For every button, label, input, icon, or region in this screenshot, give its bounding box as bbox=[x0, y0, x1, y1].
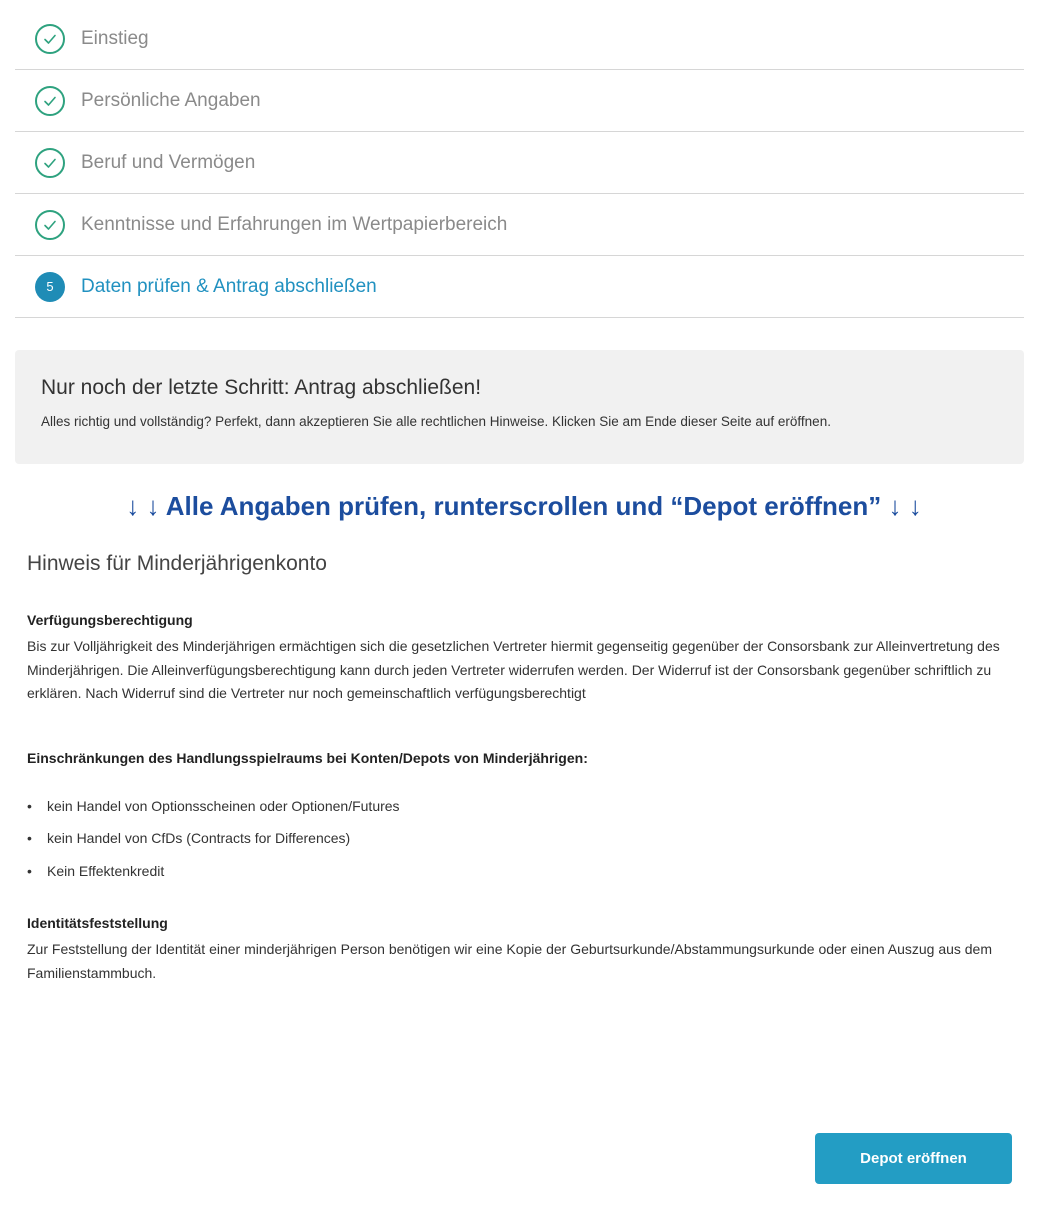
check-icon bbox=[35, 24, 65, 54]
step-label: Daten prüfen & Antrag abschließen bbox=[81, 275, 377, 297]
step-daten-pruefen[interactable] bbox=[15, 256, 1024, 318]
depot-eroeffnen-button[interactable]: Depot eröffnen bbox=[815, 1133, 1012, 1184]
step-label: Beruf und Vermögen bbox=[81, 151, 256, 173]
einschraenkungen-title: Einschränkungen des Handlungsspielraums bei Konten/Depots von Minderjährigen: bbox=[27, 749, 588, 766]
info-box bbox=[15, 350, 1024, 464]
step-beruf-vermoegen[interactable] bbox=[15, 132, 1024, 194]
step-label: Persönliche Angaben bbox=[81, 89, 261, 111]
list-item: • Kein Effektenkredit bbox=[27, 862, 165, 879]
step-persoenliche-angaben[interactable] bbox=[15, 70, 1024, 132]
bullet-icon: • bbox=[27, 830, 32, 846]
bullet-icon: • bbox=[27, 862, 32, 879]
step-kenntnisse[interactable] bbox=[15, 194, 1024, 256]
identitaet-block bbox=[27, 915, 1017, 985]
step-label: Einstieg bbox=[81, 27, 149, 49]
identitaet-text: Zur Feststellung der Identität einer minderjährigen Person benötigen wir eine Kopie der Geburtsurkunde/Abstammungsurkunde oder einen Auszug aus dem Familienstammbuch. bbox=[27, 941, 993, 981]
scroll-hint-banner: ↓ ↓ Alle Angaben prüfen, runterscrollen und “Depot eröffnen” ↓ ↓ bbox=[126, 491, 922, 521]
identitaet-title: Identitätsfeststellung bbox=[27, 915, 168, 931]
info-text: Alles richtig und vollständig? Perfekt, dann akzeptieren Sie alle rechtlichen Hinweise. Klicken Sie am Ende dieser Seite auf eröffnen. bbox=[41, 414, 831, 429]
list-item: • kein Handel von CfDs (Contracts for Differences) bbox=[27, 830, 351, 846]
info-title: Nur noch der letzte Schritt: Antrag abschließen! bbox=[41, 376, 482, 399]
verfuegung-text: Bis zur Volljährigkeit des Minderjährigen ermächtigen sich die gesetzlichen Vertreter hiermit gegenseitig gegenüber der Consorsbank zur Alleinvertretung des Minderjährigen. Die Alleinverfügungsberechtigung kann durch jeden Vertreter widerrufen werden. Der Widerruf ist der Consorsbank gegenüber schriftlich zu erklären. Nach Widerruf sind die Vertreter nur noch gemeinschaftlich verfügungsberechtigt bbox=[27, 638, 1000, 701]
check-icon bbox=[35, 210, 65, 240]
step-einstieg[interactable] bbox=[15, 8, 1024, 70]
list-item: • kein Handel von Optionsscheinen oder Optionen/Futures bbox=[27, 797, 400, 814]
verfuegung-title: Verfügungsberechtigung bbox=[27, 612, 193, 628]
verfuegung-block bbox=[27, 612, 1017, 706]
restriction-list bbox=[27, 798, 1017, 896]
notice-section bbox=[27, 552, 1017, 985]
step-label: Kenntnisse und Erfahrungen im Wertpapierbereich bbox=[81, 213, 508, 235]
bullet-icon: • bbox=[27, 797, 32, 814]
step-number-badge: 5 bbox=[35, 272, 65, 302]
einschraenkungen-block bbox=[27, 750, 1017, 896]
step-list bbox=[15, 8, 1024, 318]
check-icon bbox=[35, 148, 65, 178]
check-icon bbox=[35, 86, 65, 116]
notice-heading: Hinweis für Minderjährigenkonto bbox=[27, 552, 327, 575]
